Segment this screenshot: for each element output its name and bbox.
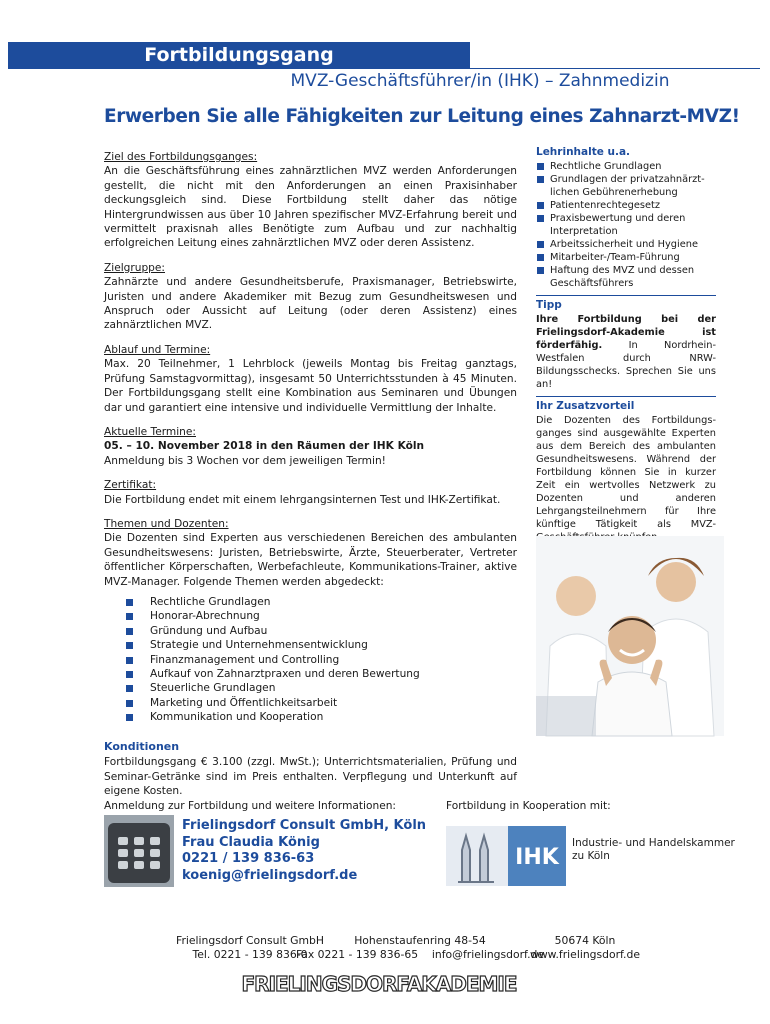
section-body: Die Fortbildung endet mit einem lehrgangsinternen Test und IHK-Zertifikat. <box>104 493 501 506</box>
lehrinhalte-heading: Lehrinhalte u.a. <box>536 146 631 158</box>
footer-web[interactable]: www.frielingsdorf.de <box>530 948 640 961</box>
list-item: Haftung des MVZ und dessen Geschäftsführers <box>536 264 716 290</box>
divider <box>8 68 760 69</box>
section-heading: Themen und Dozenten: <box>104 517 229 530</box>
section-heading: Zertifikat: <box>104 479 157 492</box>
zusatz-body: Die Dozenten des Fortbildungs-ganges sind ausgewählte Experten aus dem Bereich des ambulanten Gesundheitswesens. Während der Fortbildung können Sie in kurzer Zeit ein wertvolles Netzwerk zu Dozenten und anderen Lehrgangsteilnehmern für Ihre künftige Tätigkeit als MVZ- <box>536 415 716 530</box>
contact-email[interactable]: koenig@frielingsdorf.de <box>182 867 358 883</box>
konditionen-heading: Konditionen <box>104 740 180 753</box>
section-body: Die Dozenten sind Experten aus verschiedenen Bereichen des ambulanten Gesundheitswesens: Juristen, Betriebswirte, Ärzte, Steuerberater, Vertreter öffentlicher Körperschaften, Werbefachleute, Kommunikations-Trainer, aktive MVZ-Manager. Folgende Themen werden abgedeckt: <box>104 532 517 588</box>
kooperation-label: Fortbildung in Kooperation mit: <box>446 800 611 812</box>
ihk-line1: Industrie- und Handelskammer <box>572 837 735 849</box>
section-heading: Ablauf und Termine: <box>104 343 211 356</box>
zusatz-heading: Ihr Zusatzvorteil <box>536 400 635 412</box>
footer-email: info@frielingsdorf.de <box>431 948 544 961</box>
bullet-icon <box>537 176 544 183</box>
bullet-icon <box>126 700 133 707</box>
konditionen-body: Fortbildungsgang € 3.100 (zzgl. MwSt.); Unterrichtsmaterialien, Prüfung und Seminar-Getränke sind im Preis enthalten. Verpflegung und Unterkunft auf eigene Kosten. <box>104 756 517 798</box>
bullet-icon <box>537 267 544 274</box>
bullet-icon <box>537 202 544 209</box>
bullet-icon <box>126 685 133 692</box>
section-zielgruppe <box>104 261 517 333</box>
bullet-icon <box>126 671 133 678</box>
dental-team-photo <box>536 536 724 736</box>
section-ablauf <box>104 343 517 415</box>
contact-company: Frielingsdorf Consult GmbH, Köln <box>182 818 427 833</box>
bullet-icon <box>537 241 544 248</box>
list-item: Aufkauf von Zahnarztpraxen und deren Bewertung <box>126 667 517 681</box>
list-item: Marketing und Öffentlichkeitsarbeit <box>126 696 517 710</box>
list-item: Praxisbewertung und deren Interpretation <box>536 212 716 238</box>
logo-text: FRIELINGSDORFAKADEMIE <box>241 972 517 996</box>
footer-city: 50674 Köln <box>554 934 616 947</box>
bullet-icon <box>537 215 544 222</box>
section-body: Zahnärzte und andere Gesundheitsberufe, Praxismanager, Betriebswirte, Juristen und andere Akademiker mit Bezug zum Gesundheitswesen und Anspruch oder Aussicht auf Leitung (oder deren Assistenz) eines zahnärztlichen MVZ. <box>104 276 517 332</box>
list-item: Rechtliche Grundlagen <box>536 160 716 173</box>
section-body: An die Geschäftsführung eines zahnärztlichen MVZ werden Anforderungen gestellt, die nicht mit den Anforderungen an einen Praxisinhaber deckungsgleich sind. Diese Fortbildung stellt daher das nötige Hintergrundwissen aus über 10 Jahren spezifischer MVZ-Erfahrung bereit und vermittelt praxisnah alles Benötigte zum Aufbau und zur nachhaltig erfolgreichen Leitung eines zahnärztlichen MVZ oder deren Assistenz. <box>104 165 517 250</box>
topics-list <box>104 595 517 725</box>
list-item: Patientenrechtegesetz <box>536 199 716 212</box>
footer-street: Hohenstaufenring 48-54 <box>354 934 486 947</box>
contact-block <box>182 818 426 884</box>
anmeldung-label: Anmeldung zur Fortbildung und weitere Informationen: <box>104 800 396 812</box>
sidebar <box>536 146 716 544</box>
list-item: Mitarbeiter-/Team-Führung <box>536 251 716 264</box>
bullet-icon <box>126 642 133 649</box>
section-termine <box>104 425 517 468</box>
bullet-icon <box>537 254 544 261</box>
section-heading: Zielgruppe: <box>104 261 165 274</box>
footer-tel: Tel. 0221 - 139 836-0 <box>192 948 308 961</box>
headline: Erwerben Sie alle Fähigkeiten zur Leitung eines Zahnarzt-MVZ! <box>104 106 740 127</box>
page-subtitle: MVZ-Geschäftsführer/in (IHK) – Zahnmedizin <box>290 71 670 91</box>
list-item: Honorar-Abrechnung <box>126 609 517 623</box>
frielingsdorf-akademie-logo <box>241 968 517 998</box>
section-ziel <box>104 150 517 251</box>
list-item: Arbeitssicherheit und Hygiene <box>536 238 716 251</box>
footer-fax: Fax 0221 - 139 836-65 <box>295 948 419 961</box>
ihk-abbr: IHK <box>515 845 559 870</box>
bullet-icon <box>126 657 133 664</box>
section-themen <box>104 517 517 725</box>
section-heading: Aktuelle Termine: <box>104 425 196 438</box>
bullet-icon <box>126 628 133 635</box>
list-item: Rechtliche Grundlagen <box>126 595 517 609</box>
bullet-icon <box>126 714 133 721</box>
photo-illustration <box>536 536 724 736</box>
section-heading: Ziel des Fortbildungsganges: <box>104 151 258 163</box>
lehrinhalte-list <box>536 160 716 290</box>
section-zertifikat <box>104 478 517 507</box>
tipp-heading: Tipp <box>536 299 562 311</box>
divider <box>536 295 716 296</box>
course-dates: 05. – 10. November 2018 in den Räumen der IHK Köln <box>104 440 425 453</box>
bullet-icon <box>537 163 544 170</box>
phone-icon <box>104 815 174 887</box>
main-column <box>104 150 517 735</box>
divider <box>536 396 716 397</box>
bullet-icon <box>126 599 133 606</box>
footer-col-3 <box>510 934 660 962</box>
list-item: Steuerliche Grundlagen <box>126 681 517 695</box>
bullet-icon <box>126 613 133 620</box>
contact-person: Frau Claudia König <box>182 834 320 850</box>
list-item: Grundlagen der privatzahnärzt-lichen Gebührenerhebung <box>536 173 716 199</box>
list-item: Gründung und Aufbau <box>126 624 517 638</box>
list-item: Strategie und Unternehmensentwicklung <box>126 638 517 652</box>
ihk-logo <box>446 826 735 886</box>
list-item: Finanzmanagement und Controlling <box>126 653 517 667</box>
ihk-line2: zu Köln <box>572 850 610 862</box>
section-body: Max. 20 Teilnehmer, 1 Lehrblock (jeweils Montag bis Freitag ganztags, Prüfung Samstagvormittag), insgesamt 50 Unterrichtsstunden à 45 Minuten. Der Fortbildungsgang stellt eine Kombination aus Seminaren und Übungen dar und garantiert eine intensive und individuelle Vermittlung der Inhalte. <box>104 358 517 414</box>
contact-phone: 0221 / 139 836-63 <box>182 851 315 866</box>
list-item: Kommunikation und Kooperation <box>126 710 517 724</box>
registration-note: Anmeldung bis 3 Wochen vor dem jeweiligen Termin! <box>104 454 386 467</box>
tipp-body: Ihre Fortbildung bei der Frielingsdorf-Akademie ist förderfähig. In Nordrhein-Westfalen durch NRW-Bildungsschecks. Sprechen Sie uns an! <box>536 314 716 390</box>
title-banner <box>8 42 470 68</box>
konditionen <box>104 740 517 799</box>
footer-company: Frielingsdorf Consult GmbH <box>176 934 324 947</box>
page-title: Fortbildungsgang <box>144 44 334 66</box>
